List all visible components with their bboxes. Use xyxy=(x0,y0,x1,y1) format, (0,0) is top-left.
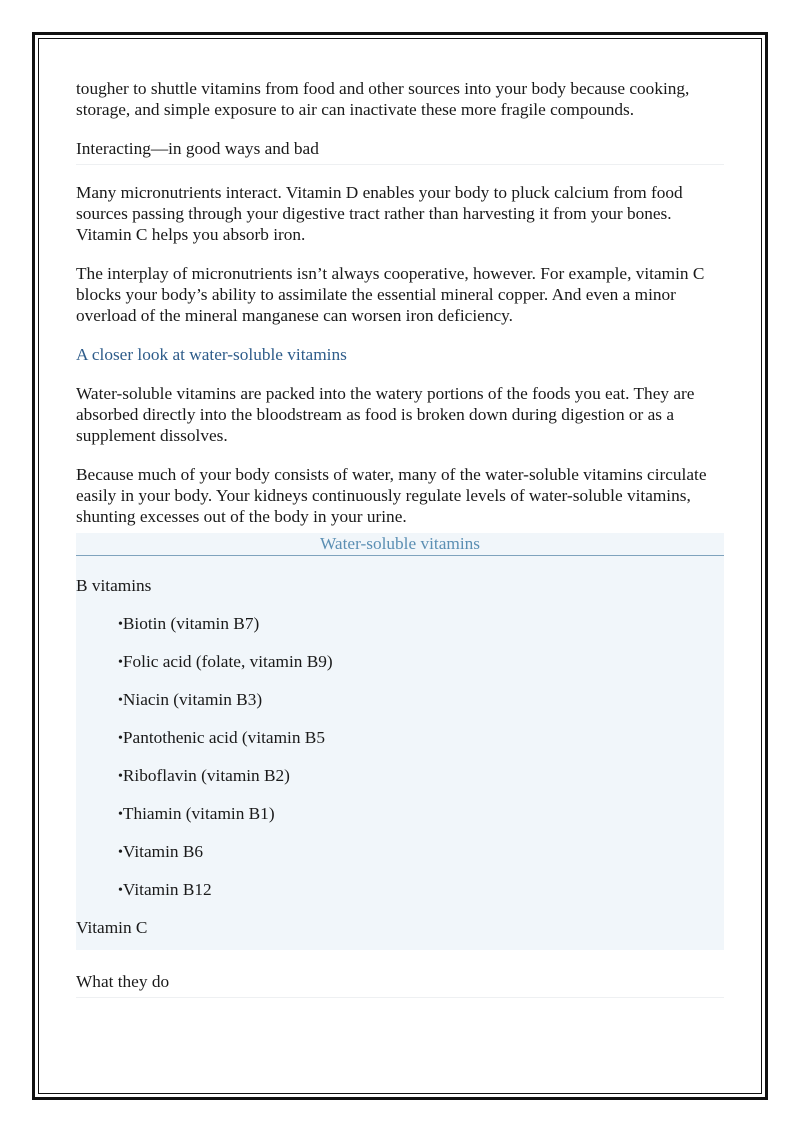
b-vitamins-list xyxy=(76,613,724,900)
list-item: •Biotin (vitamin B7) xyxy=(118,614,260,633)
bullet-icon: • xyxy=(118,883,123,898)
list-item: •Vitamin B6 xyxy=(118,842,203,861)
list-item: •Vitamin B12 xyxy=(118,880,212,899)
bullet-icon: • xyxy=(118,731,123,746)
list-item: •Niacin (vitamin B3) xyxy=(118,690,263,709)
heading-water-soluble: A closer look at water-soluble vitamins xyxy=(76,345,347,364)
paragraph-water-2: Because much of your body consists of water, many of the water-soluble vitamins circulate easily in your body. Your kidneys continuously regulate levels of water-soluble vitamins, shunting excesses out of the body in your urine. xyxy=(76,465,707,526)
table-title: Water-soluble vitamins xyxy=(76,533,724,556)
group-label-vitamin-c: Vitamin C xyxy=(76,918,148,937)
list-item: •Pantothenic acid (vitamin B5 xyxy=(118,728,325,747)
paragraph-interact-2: The interplay of micronutrients isn’t always cooperative, however. For example, vitamin C blocks your body’s ability to assimilate the essential mineral copper. And even a minor overload of the mineral manganese can worsen iron deficiency. xyxy=(76,264,705,325)
paragraph-intro: tougher to shuttle vitamins from food and other sources into your body because cooking, storage, and simple exposure to air can inactivate these more fragile compounds. xyxy=(76,79,690,119)
bullet-icon: • xyxy=(118,769,123,784)
bullet-icon: • xyxy=(118,693,123,708)
list-item: •Thiamin (vitamin B1) xyxy=(118,804,275,823)
bullet-icon: • xyxy=(118,845,123,860)
bullet-icon: • xyxy=(118,655,123,670)
subheading-interacting: Interacting—in good ways and bad xyxy=(76,138,724,165)
paragraph-interact-1: Many micronutrients interact. Vitamin D enables your body to pluck calcium from food sources passing through your digestive tract rather than harvesting it from your bones. Vitamin C helps you absorb iron. xyxy=(76,183,683,244)
paragraph-water-1: Water-soluble vitamins are packed into the watery portions of the foods you eat. They are absorbed directly into the bloodstream as food is broken down during digestion or as a supplement dissolves. xyxy=(76,384,695,445)
bullet-icon: • xyxy=(118,807,123,822)
water-soluble-table xyxy=(76,533,724,950)
list-item: •Riboflavin (vitamin B2) xyxy=(118,766,290,785)
document-body xyxy=(76,78,724,998)
bullet-icon: • xyxy=(118,617,123,632)
subheading-what-they-do: What they do xyxy=(76,971,724,998)
list-item: •Folic acid (folate, vitamin B9) xyxy=(118,652,333,671)
group-label-b-vitamins: B vitamins xyxy=(76,576,152,595)
